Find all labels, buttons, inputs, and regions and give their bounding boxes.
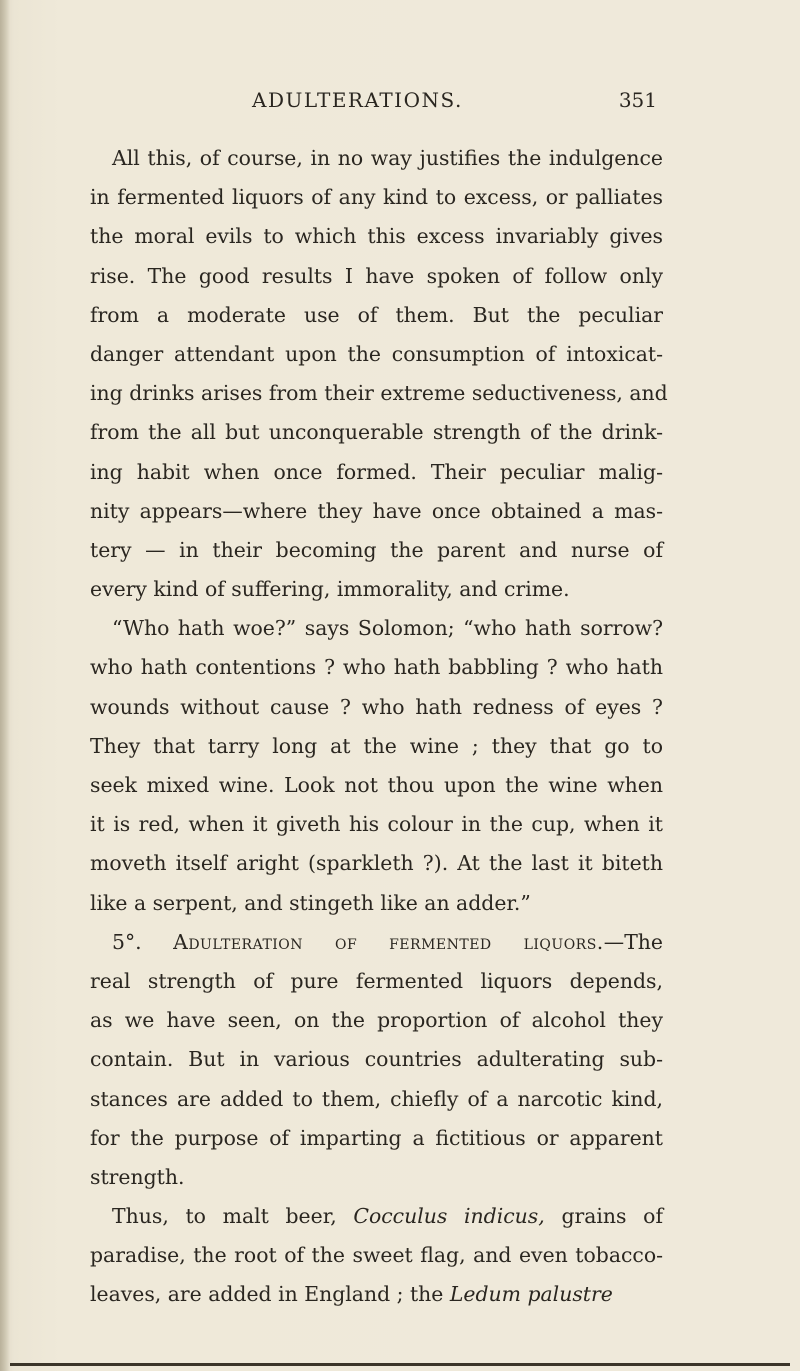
text-segment: leaves, are added in England ; the [90,1282,444,1307]
text-line: stances are added to them, chiefly of a narcotic kind, [90,1086,663,1111]
text-line: “Who hath woe?” says Solomon; “who hath sorrow? [112,616,663,641]
text-line: tery — in their becoming the parent and nurse of [90,537,663,562]
text-line: moveth itself aright (sparkleth ?). At the last it biteth [90,851,663,876]
text-line: They that tarry long at the wine ; they that go to [90,733,663,758]
section-heading: Adulteration of fermented liquors. [173,929,604,954]
gutter-shadow [0,0,10,1371]
text-line: as we have seen, on the proportion of alcohol they [90,1008,663,1033]
text-line: strength. [90,1164,185,1189]
text-line: seek mixed wine. Look not thou upon the wine when [90,773,663,797]
body-text [90,139,668,1315]
section-heading-line [90,923,663,962]
text-line: rise. The good results I have spoken of follow only [90,263,663,288]
text-line: from a moderate use of them. But the peculiar [90,302,663,327]
text-line: in fermented liquors of any kind to excess, or palliates [90,185,663,210]
text-line: ing drinks arises from their extreme seductiveness, and [90,381,668,406]
text-line: for the purpose of imparting a fictitious or apparent [90,1125,663,1150]
text-segment: Thus, to malt beer, [112,1204,337,1229]
page-number: 351 [618,88,657,112]
text-line: it is red, when it giveth his colour in the cup, when it [90,812,663,837]
text-line: ing habit when once formed. Their peculiar malig- [90,459,663,484]
text-line: real strength of pure fermented liquors depends, [90,968,663,993]
text-line [90,1197,663,1236]
bottom-edge-rule [10,1363,790,1366]
italic-term: Cocculus indicus, [353,1204,545,1229]
section-line-rest: —The [603,929,663,954]
section-number: 5°. [112,929,142,954]
text-line: danger attendant upon the consumption of intoxicat- [90,341,663,366]
text-line: like a serpent, and stingeth like an adder.” [90,890,531,915]
text-line: from the all but unconquerable strength of the drink- [90,420,663,445]
text-line: nity appears—where they have once obtained a mas- [90,498,663,523]
text-line [90,1275,663,1314]
italic-term: Ledum palustre [449,1282,613,1307]
text-line: wounds without cause ? who hath redness of eyes ? [90,694,663,719]
text-line: the moral evils to which this excess invariably gives [90,224,663,249]
text-segment: grains of [561,1204,664,1229]
text-line: paradise, the root of the sweet flag, and even tobacco- [90,1243,663,1268]
text-line: contain. But in various countries adulterating sub- [90,1047,663,1072]
text-line: All this, of course, in no way justifies the indulgence [112,146,663,170]
running-head: ADULTERATIONS. [252,88,463,112]
text-line: who hath contentions ? who hath babbling ? who hath [90,655,663,680]
page-header [252,88,657,122]
text-line: every kind of suffering, immorality, and crime. [90,577,570,602]
